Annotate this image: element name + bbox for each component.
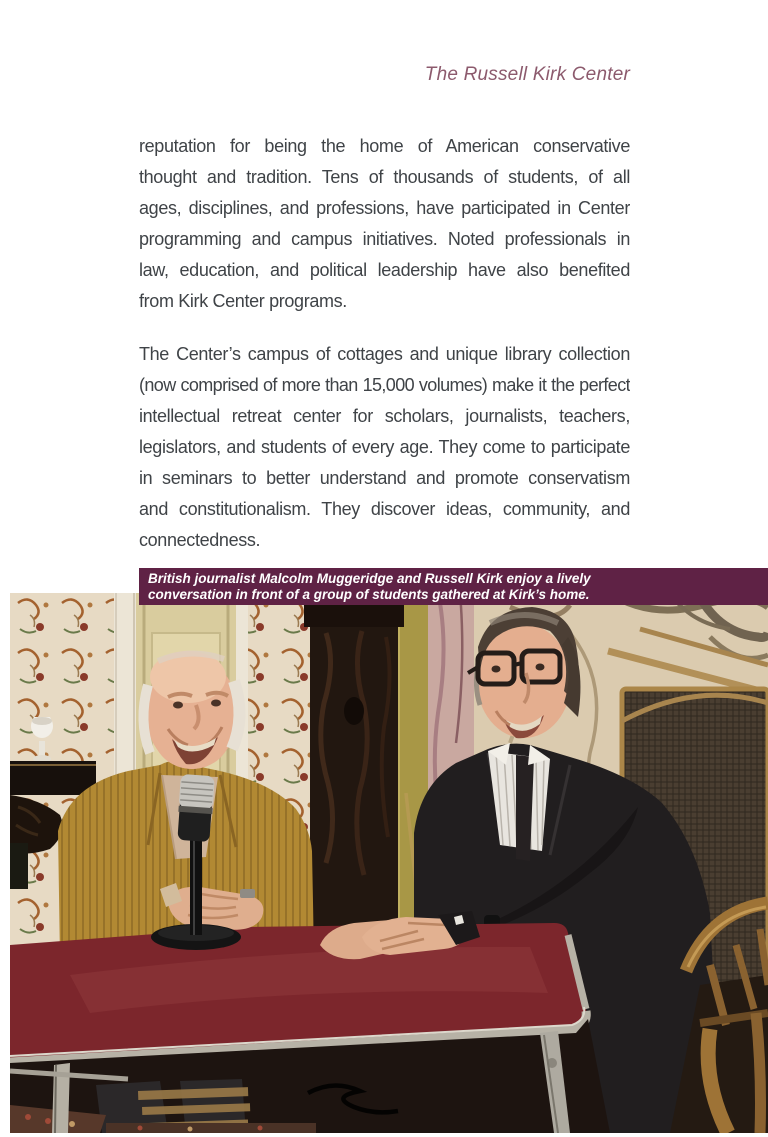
text-line: from Kirk Center programs. <box>139 291 347 311</box>
mic-capsule <box>176 774 215 842</box>
photo-caption <box>139 568 768 605</box>
body-text <box>139 131 630 578</box>
header-title: The Russell Kirk Center <box>424 64 630 85</box>
text-line: (now comprised of more than 15,000 volumes) make it the perfect <box>139 375 630 395</box>
text-line: and constitutionalism. They discover ideas, community, and <box>139 499 630 519</box>
text-line: intellectual retreat center for scholars, journalists, teachers, <box>139 406 630 426</box>
paragraph-1 <box>139 131 630 317</box>
text-line: reputation for being the home of American conservative <box>139 136 630 156</box>
wristwatch <box>240 889 255 898</box>
text-line: programming and campus initiatives. Noted professionals in <box>139 229 630 249</box>
text-line: thought and tradition. Tens of thousands of students, of all <box>139 167 630 187</box>
photo-muggeridge-kirk <box>10 593 768 1133</box>
paragraph-2 <box>139 339 630 556</box>
text-line: ages, disciplines, and professions, have participated in Center <box>139 198 630 218</box>
text-line: in seminars to better understand and promote conservatism <box>139 468 630 488</box>
text-line: The Center’s campus of cottages and unique library collection <box>139 344 630 364</box>
page-header <box>139 64 630 86</box>
text-line: legislators, and students of every age. They come to participate <box>139 437 630 457</box>
text-line: law, education, and political leadership have also benefited <box>139 260 630 280</box>
caption-line: British journalist Malcolm Muggeridge and Russell Kirk enjoy a lively <box>148 571 591 586</box>
mic-stand <box>190 829 202 935</box>
caption-line: conversation in front of a group of students gathered at Kirk’s home. <box>148 587 590 602</box>
text-line: connectedness. <box>139 530 261 550</box>
